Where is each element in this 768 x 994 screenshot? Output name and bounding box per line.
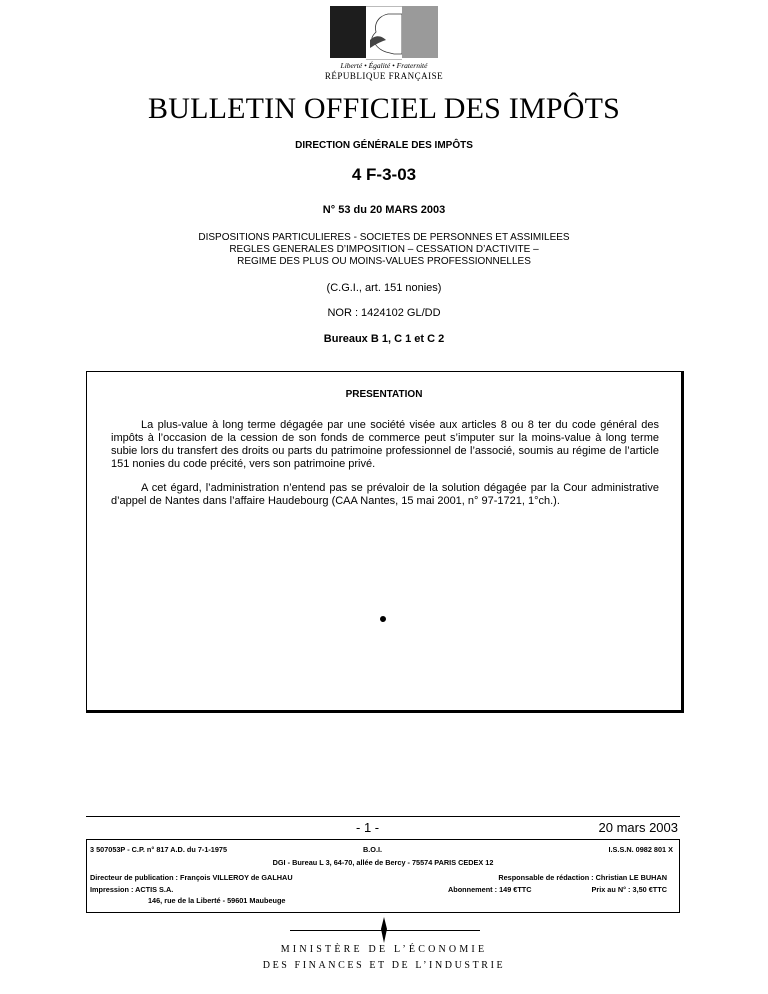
publication-reference: 3 507053P - C.P. n° 817 A.D. du 7-1-1975 <box>90 845 228 854</box>
republique-francaise-logo <box>318 6 450 81</box>
marianne-profile-icon <box>366 10 402 56</box>
presentation-box <box>86 371 684 713</box>
ministry-emblem-icon <box>380 917 388 943</box>
publication-info-box <box>86 839 680 913</box>
bulletin-title: BULLETIN OFFICIEL DES IMPÔTS <box>148 92 620 125</box>
printer-name: Impression : ACTIS S.A. <box>90 885 174 894</box>
editor-in-chief: Responsable de rédaction : Christian LE BUHAN <box>498 873 667 882</box>
issue-price: Prix au N° : 3,50 €TTC <box>591 885 667 894</box>
republic-motto: Liberté • Égalité • Fraternité <box>340 61 428 70</box>
publication-director: Directeur de publication : François VILLEROY de GALHAU <box>90 873 293 882</box>
bullet-dot <box>380 616 386 622</box>
page-date: 20 mars 2003 <box>598 820 678 835</box>
presentation-paragraph: La plus-value à long terme dégagée par une société visée aux articles 8 ou 8 ter du code général des impôts à l’occasion de la cession de son fonds de commerce peut s’imputer sur la moins-value à long terme subie lors du transfert des droits ou parts du patrimoine professionnel de l’associé, soumis au régime de l’article 151 nonies du code précité, vers son patrimoine privé. <box>111 419 659 470</box>
issn-label: I.S.S.N. 0982 801 X <box>608 845 673 854</box>
nor-reference: NOR : 1424102 GL/DD <box>327 307 441 319</box>
document-code: 4 F-3-03 <box>351 165 417 184</box>
direction-label: DIRECTION GÉNÉRALE DES IMPÔTS <box>295 140 473 151</box>
issue-number: N° 53 du 20 MARS 2003 <box>322 204 446 216</box>
flag-red-band <box>402 6 438 58</box>
subscription-price: Abonnement : 149 €TTC <box>448 885 532 894</box>
subject-line: REGLES GENERALES D’IMPOSITION – CESSATION D’ACTIVITE – <box>229 244 539 255</box>
bureaux-label: Bureaux B 1, C 1 et C 2 <box>323 333 445 345</box>
subject-line: REGIME DES PLUS OU MOINS-VALUES PROFESSIONNELLES <box>237 256 531 267</box>
printer-address: 146, rue de la Liberté - 59601 Maubeuge <box>148 896 286 905</box>
republic-name: RÉPUBLIQUE FRANÇAISE <box>324 71 444 81</box>
dgi-address: DGI - Bureau L 3, 64-70, allée de Bercy - 75574 PARIS CEDEX 12 <box>272 858 494 867</box>
page-number: - 1 - <box>356 820 380 835</box>
presentation-paragraph: A cet égard, l’administration n’entend pas se prévaloir de la solution dégagée par la Cour administrative d’appel de Nantes dans l’affaire Haudebourg (CAA Nantes, 15 mai 2001, n° 97-1721, 1°ch.). <box>111 482 659 507</box>
footer-divider <box>86 816 680 817</box>
ministry-name-line: MINISTÈRE DE L’ÉCONOMIE <box>280 944 488 955</box>
flag-blue-band <box>330 6 366 58</box>
ministry-name-line: DES FINANCES ET DE L’INDUSTRIE <box>262 960 506 971</box>
cgi-reference: (C.G.I., art. 151 nonies) <box>326 282 442 294</box>
subject-line: DISPOSITIONS PARTICULIERES - SOCIETES DE PERSONNES ET ASSIMILEES <box>198 232 570 243</box>
boi-label: B.O.I. <box>363 845 383 854</box>
presentation-heading: PRESENTATION <box>345 389 423 400</box>
